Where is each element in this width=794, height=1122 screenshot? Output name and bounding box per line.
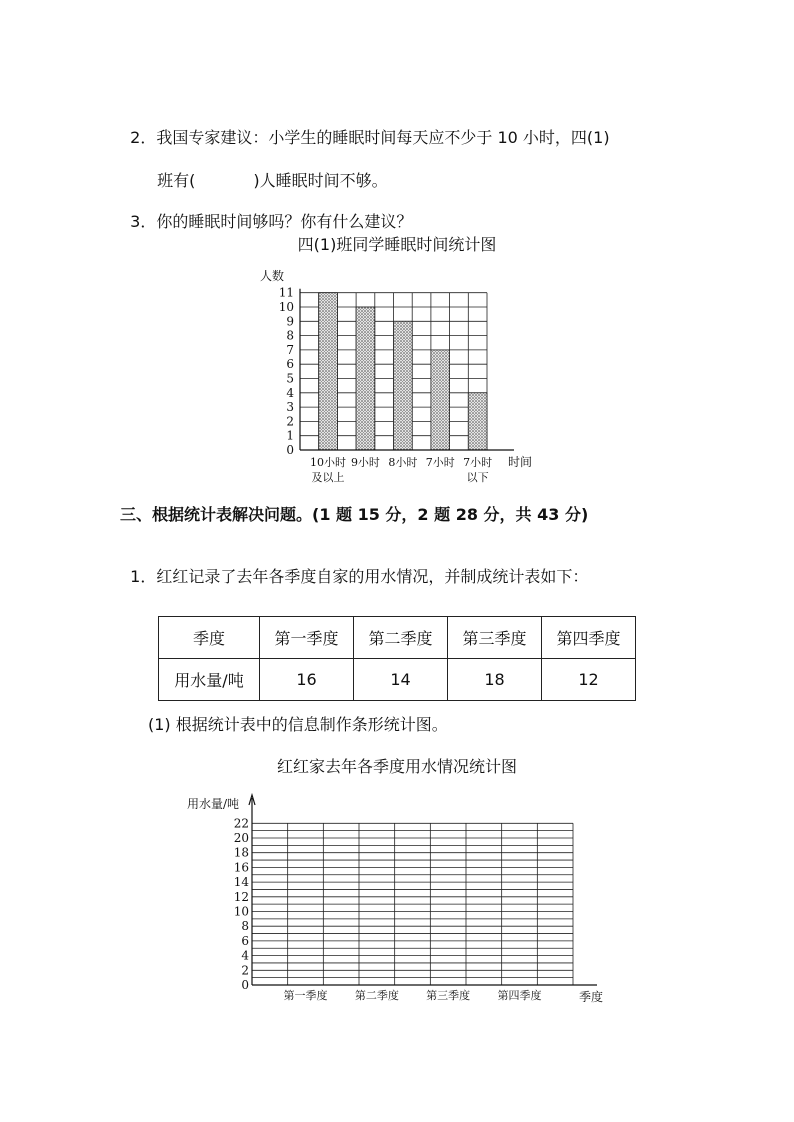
x-tick-label: 第四季度 bbox=[497, 989, 542, 1002]
sleep-chart-yticks bbox=[279, 286, 295, 457]
y-tick-label: 6 bbox=[286, 357, 294, 372]
x-tick-label: 10小时 bbox=[310, 456, 347, 469]
question-2-line-2 bbox=[147, 149, 388, 191]
water-chart-grid[interactable] bbox=[252, 823, 573, 985]
bar bbox=[468, 393, 487, 450]
question-1-text: 红红记录了去年各季度自家的用水情况，并制成统计表如下： bbox=[156, 567, 589, 586]
section-3-heading: 三、根据统计表解决问题。(1 题 15 分，2 题 28 分，共 43 分) bbox=[120, 505, 589, 524]
question-1-part-1: (1) 根据统计表中的信息制作条形统计图。 bbox=[148, 715, 448, 734]
sleep-chart-xlabels bbox=[310, 455, 492, 484]
y-tick-label: 0 bbox=[286, 443, 294, 457]
y-tick-label: 3 bbox=[286, 400, 294, 415]
sleep-chart-title: 四(1)班同学睡眠时间统计图 bbox=[297, 235, 497, 254]
water-chart[interactable] bbox=[185, 790, 615, 1015]
bar bbox=[356, 307, 375, 450]
y-tick-label: 22 bbox=[233, 816, 249, 831]
y-tick-label: 4 bbox=[286, 385, 294, 400]
x-tick-label: 以下 bbox=[466, 471, 489, 484]
water-chart-ylabel: 用水量/吨 bbox=[187, 797, 240, 811]
table-header-cell: 第三季度 bbox=[448, 617, 542, 659]
table-cell: 16 bbox=[260, 659, 354, 701]
y-tick-label: 16 bbox=[233, 860, 249, 875]
y-tick-label: 2 bbox=[286, 414, 294, 429]
question-3-number: 3． bbox=[130, 212, 157, 231]
table-header-cell: 第一季度 bbox=[260, 617, 354, 659]
y-tick-label: 9 bbox=[286, 314, 294, 329]
bar bbox=[394, 321, 413, 450]
x-tick-label: 第三季度 bbox=[426, 989, 471, 1002]
question-1-number: 1． bbox=[130, 567, 157, 586]
water-chart-xlabels bbox=[284, 988, 542, 1002]
y-tick-label: 0 bbox=[241, 978, 249, 992]
y-tick-label: 8 bbox=[286, 328, 294, 343]
x-tick-label: 及以上 bbox=[311, 471, 345, 484]
question-1 bbox=[120, 545, 588, 587]
x-tick-label: 7小时 bbox=[463, 456, 493, 469]
x-tick-label: 第二季度 bbox=[354, 989, 399, 1002]
table-cell: 用水量/吨 bbox=[159, 659, 260, 701]
y-tick-label: 2 bbox=[241, 963, 249, 978]
y-tick-label: 10 bbox=[233, 904, 249, 919]
question-2-text-pre: 班有( bbox=[157, 171, 196, 190]
sleep-chart-bars bbox=[319, 293, 487, 450]
y-tick-label: 10 bbox=[278, 300, 294, 314]
y-tick-label: 6 bbox=[241, 933, 249, 948]
table-header-cell: 第四季度 bbox=[542, 617, 636, 659]
table-header-cell: 季度 bbox=[159, 617, 260, 659]
question-2-number: 2． bbox=[130, 128, 157, 147]
table-cell: 12 bbox=[542, 659, 636, 701]
table-header-row bbox=[159, 617, 636, 659]
x-tick-label: 7小时 bbox=[425, 456, 455, 469]
y-tick-label: 12 bbox=[233, 889, 249, 904]
y-tick-label: 20 bbox=[233, 831, 249, 845]
y-tick-label: 1 bbox=[286, 428, 294, 443]
table-row bbox=[159, 659, 636, 701]
y-tick-label: 4 bbox=[241, 948, 249, 963]
sleep-chart-ylabel: 人数 bbox=[260, 269, 285, 283]
question-2-line-1 bbox=[120, 106, 610, 148]
sleep-chart-xlabel: 时间 bbox=[508, 455, 533, 469]
question-2-text: 我国专家建议：小学生的睡眠时间每天应不少于 10 小时，四(1) bbox=[156, 128, 610, 147]
x-tick-label: 9小时 bbox=[350, 456, 380, 469]
sleep-chart bbox=[250, 262, 550, 487]
y-tick-label: 11 bbox=[278, 285, 294, 300]
y-tick-label: 7 bbox=[286, 342, 294, 357]
x-tick-label: 第一季度 bbox=[283, 989, 328, 1002]
table-header-cell: 第二季度 bbox=[354, 617, 448, 659]
question-3-text: 你的睡眠时间够吗？你有什么建议？ bbox=[156, 212, 413, 231]
water-chart-title: 红红家去年各季度用水情况统计图 bbox=[276, 757, 517, 776]
question-3 bbox=[120, 190, 412, 232]
y-tick-label: 14 bbox=[233, 875, 249, 890]
water-chart-xlabel: 季度 bbox=[579, 990, 604, 1004]
bar bbox=[319, 293, 338, 450]
y-tick-label: 18 bbox=[233, 845, 249, 860]
y-tick-label: 5 bbox=[286, 371, 294, 386]
table-cell: 14 bbox=[354, 659, 448, 701]
y-tick-label: 8 bbox=[241, 919, 249, 934]
table-cell: 18 bbox=[448, 659, 542, 701]
water-chart-yticks bbox=[234, 816, 250, 992]
water-usage-table bbox=[158, 616, 636, 701]
question-2-text-post: )人睡眠时间不够。 bbox=[253, 171, 388, 190]
x-tick-label: 8小时 bbox=[388, 456, 418, 469]
bar bbox=[431, 350, 450, 450]
